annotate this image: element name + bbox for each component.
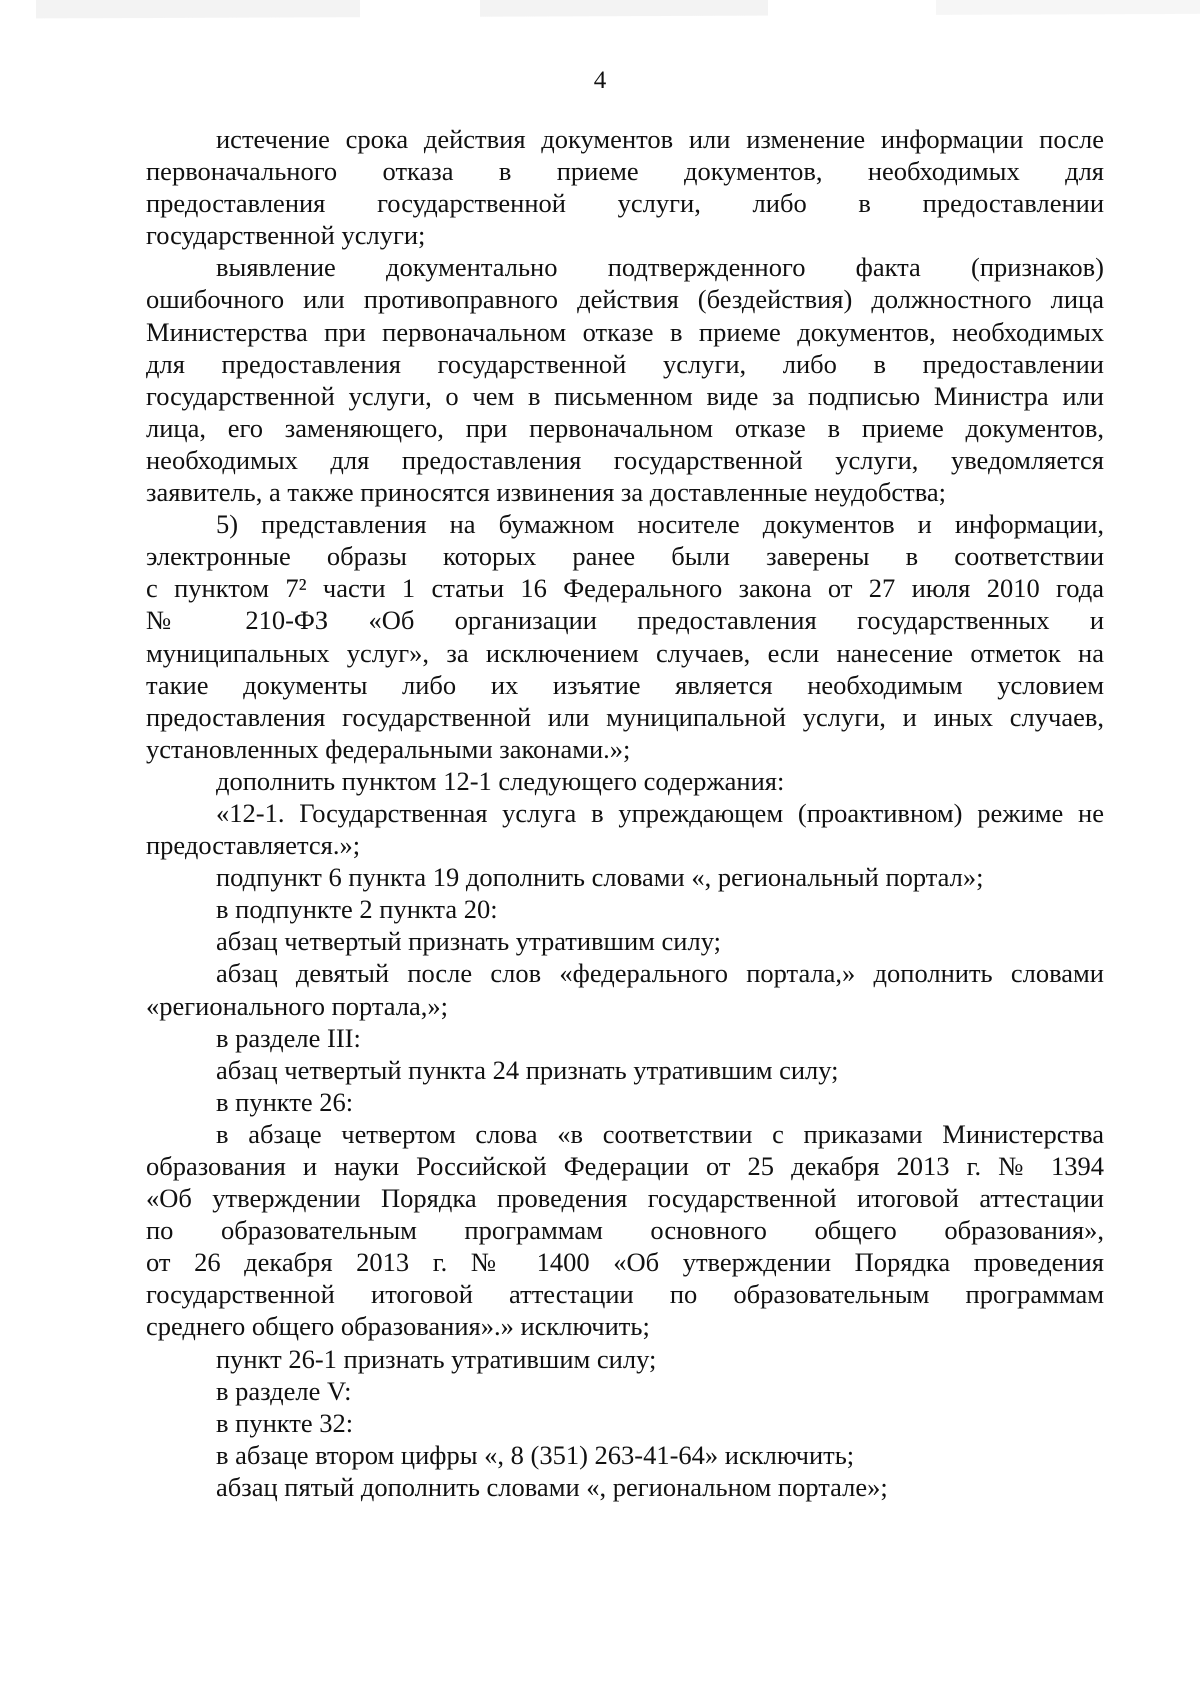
- document-line: истечение срока действия документов или изменение информации после: [216, 124, 1104, 154]
- document-line: дополнить пунктом 12-1 следующего содержания:: [216, 765, 785, 796]
- document-line: Министерства при первоначальном отказе в приеме документов, необходимых: [146, 316, 1104, 347]
- document-body: [146, 123, 1104, 1503]
- document-line: предоставляется.»;: [146, 830, 361, 861]
- document-line: ошибочного или противоправного действия (бездействия) должностного лица: [146, 284, 1104, 315]
- document-line: в разделе III:: [216, 1022, 361, 1053]
- document-line: «Об утверждении Порядка проведения государственной итоговой аттестации: [146, 1183, 1104, 1214]
- document-line: абзац четвертый признать утратившим силу;: [216, 926, 721, 957]
- document-line: абзац четвертый пункта 24 признать утратившим силу;: [216, 1054, 839, 1085]
- document-line: № 210-ФЗ «Об организации предоставления государственных и: [146, 605, 1104, 636]
- document-line: государственной итоговой аттестации по образовательным программам: [146, 1279, 1104, 1310]
- document-line: государственной услуги, о чем в письменном виде за подписью Министра или: [146, 380, 1104, 411]
- document-line: лица, его заменяющего, при первоначальном отказе в приеме документов,: [146, 412, 1104, 443]
- document-line: выявление документально подтвержденного факта (признаков): [216, 252, 1104, 283]
- document-line: «регионального портала,»;: [146, 990, 449, 1021]
- document-line: абзац девятый после слов «федерального портала,» дополнить словами: [216, 958, 1104, 989]
- document-line: в пункте 32:: [216, 1407, 354, 1438]
- document-line: установленных федеральными законами.»;: [146, 733, 631, 764]
- document-line: в подпункте 2 пункта 20:: [216, 894, 498, 925]
- document-line: в абзаце четвертом слова «в соответствии с приказами Министерства: [216, 1118, 1104, 1149]
- document-line: «12-1. Государственная услуга в упреждающем (проактивном) режиме не: [216, 797, 1104, 828]
- document-line: в абзаце втором цифры «, 8 (351) 263-41-64» исключить;: [216, 1439, 855, 1470]
- document-line: заявитель, а также приносятся извинения за доставленные неудобства;: [146, 477, 946, 508]
- document-line: предоставления государственной услуги, либо в предоставлении: [146, 188, 1104, 219]
- document-line: образования и науки Российской Федерации от 25 декабря 2013 г. № 1394: [146, 1151, 1104, 1181]
- scan-top-edge: [0, 0, 1200, 58]
- document-line: по образовательным программам основного общего образования»,: [146, 1215, 1104, 1246]
- page-number: 4: [593, 67, 607, 94]
- document-line: первоначального отказа в приеме документов, необходимых для: [146, 156, 1104, 187]
- document-line: с пунктом 7² части 1 статьи 16 Федерального закона от 27 июля 2010 года: [146, 573, 1104, 604]
- document-line: от 26 декабря 2013 г. № 1400 «Об утверждении Порядка проведения: [146, 1247, 1104, 1278]
- document-line: подпункт 6 пункта 19 дополнить словами «, региональный портал»;: [216, 862, 984, 893]
- document-line: в пункте 26:: [216, 1086, 354, 1117]
- document-line: среднего общего образования».» исключить;: [146, 1311, 650, 1342]
- document-line: необходимых для предоставления государственной услуги, уведомляется: [146, 444, 1104, 475]
- document-line: такие документы либо их изъятие является необходимым условием: [146, 669, 1104, 700]
- document-line: в разделе V:: [216, 1375, 352, 1406]
- document-line: пункт 26-1 признать утратившим силу;: [216, 1343, 657, 1374]
- document-line: для предоставления государственной услуги, либо в предоставлении: [146, 348, 1104, 379]
- document-line: государственной услуги;: [146, 220, 426, 251]
- document-line: 5) представления на бумажном носителе документов и информации,: [216, 509, 1104, 540]
- document-line: абзац пятый дополнить словами «, региональном портале»;: [216, 1471, 888, 1502]
- document-line: электронные образы которых ранее были заверены в соответствии: [146, 541, 1104, 572]
- document-line: муниципальных услуг», за исключением случаев, если нанесение отметок на: [146, 637, 1104, 668]
- document-line: предоставления государственной или муниципальной услуги, и иных случаев,: [146, 701, 1104, 732]
